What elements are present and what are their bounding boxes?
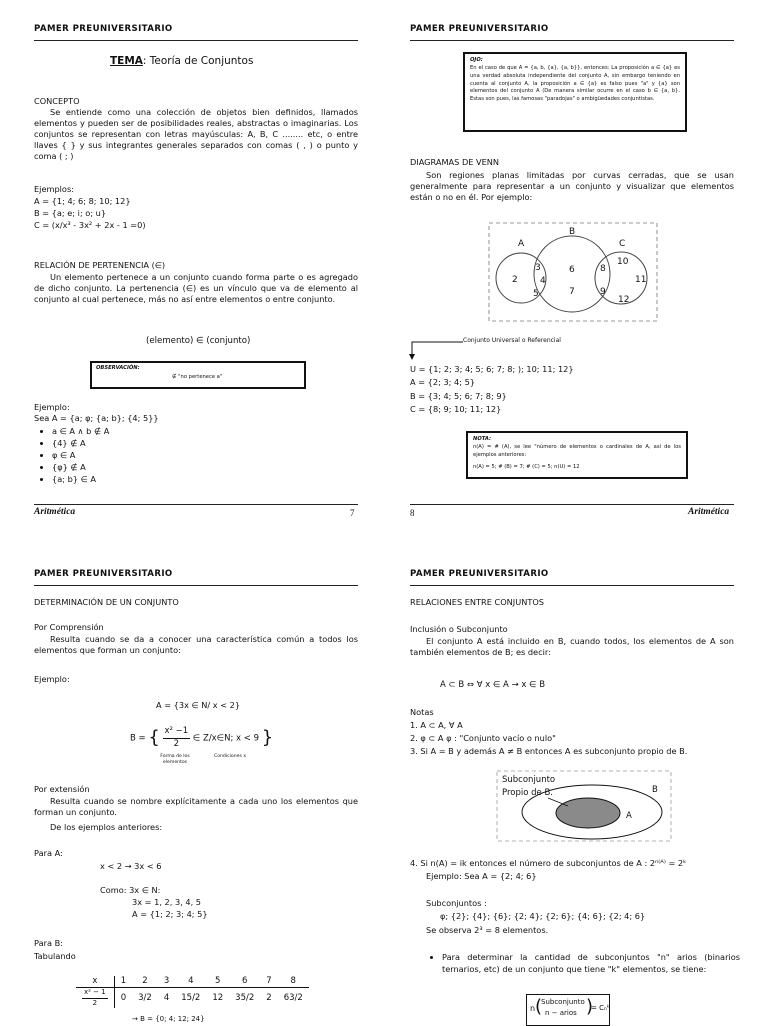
example-a: A = {1; 4; 6; 8; 10; 12} [34,196,131,206]
membership-list [40,426,109,485]
fraction-denominator: 2 [92,998,98,1007]
universal-label: Conjunto Universal o Referencial [463,337,561,344]
table-cell [76,988,114,1008]
list-item: • φ ∈ A [52,450,109,462]
sea-line: Sea A = {a; φ; {a; b}; {4; 5}} [34,413,159,423]
table-cell: x [76,976,114,988]
example-c: C = (x/x³ - 3x² + 2x - 1 =0) [34,220,146,230]
footer-rule [34,504,358,505]
page-number: 7 [350,508,355,518]
title-rest: : Teoría de Conjuntos [142,55,254,67]
table-cell: 3 [163,976,170,986]
fraction-numerator: x² − 1 [82,988,108,998]
para-a-step-3: 3x = 1, 2, 3, 4, 5 [132,897,201,907]
table-cell: 7 [266,976,272,986]
venn-number: 2 [512,275,518,285]
page-header: PAMER PREUNIVERSITARIO [34,569,173,579]
set-u: U = {1; 2; 3; 4; 5; 6; 7; 8; ); 10; 11; 12} [410,364,574,374]
list-item: • {φ} ∉ A [52,462,109,474]
subset-label-a: A [626,811,632,821]
fraction [82,988,108,1008]
page-title [110,54,253,68]
inclusion-heading: Inclusión o Subconjunto [410,624,508,634]
list-item: • {4} ∉ A [52,438,109,450]
fraction-numerator: x² −1 [163,726,191,738]
formula-top: Subconjunto [541,998,585,1006]
nota-1: 1. A ⊂ A, ∀ A [410,720,463,730]
footer-rule [410,504,734,505]
subset-label-line-1: Subconjunto [502,775,556,785]
subset-label-line-2: Propio de B. [502,788,554,798]
venn-number: 3 [535,263,541,273]
formula-bottom: n − arios [545,1009,577,1017]
table-cell: 15/2 [175,988,206,1008]
universal-arrow [408,338,468,362]
venn-text: Son regiones planas limitadas por curvas cerradas, que se usan generalmente para representar a un conjunto y visualizar que elementos están o no en él. Por ejemplo: [410,170,734,203]
venn-label-a: A [518,239,525,249]
concepto-heading: CONCEPTO [34,96,80,106]
header-rule [34,585,358,586]
extension-text: Resulta cuando se nombre explícitamente a cada uno los elementos que forman un conjunto. [34,796,358,818]
venn-label-c: C [619,239,626,249]
venn-number: 5 [533,289,539,299]
formula-box [526,994,610,1026]
observation-text: ∉ "no pertenece a" [172,374,223,380]
right-brace: } [261,727,274,748]
inclusion-formula: A ⊂ B ⇔ ∀ x ∈ A → x ∈ B [440,680,546,690]
extension-text-2: De los ejemplos anteriores: [50,822,163,832]
venn-number: 10 [617,257,629,267]
formula-equals: = Cₙᵏ [591,1004,610,1012]
nota-2: 2. φ ⊂ A φ : "Conjunto vacío o nulo" [410,733,556,743]
table-cell: 6 [242,976,248,986]
header-rule [410,585,734,586]
set-b-prefix: B = [130,733,146,744]
determinacion-heading: DETERMINACIÓN DE UN CONJUNTO [34,597,179,607]
forma-label: Forma de los elementos [160,754,190,765]
concepto-text: Se entiende como una colección de objetos bien definidos, llamados elementos y pueden ser de posibilidades reales, abstractas o imaginarias. Los conjuntos se representan con letras mayúsculas: A, B, C ........ etc, o entre llaves { } y sus integrantes generales separados con comas ( , ) o punto y coma ( ; ) [34,107,358,162]
set-b: B = {3; 4; 5; 6; 7; 8; 9} [410,391,507,401]
para-a-step-4: A = {1; 2; 3; 4; 5} [132,909,208,919]
nota-4: 4. Si n(A) = ik entonces el número de subconjuntos de A : 2ⁿ⁽ᴬ⁾ = 2ᵏ [410,858,687,868]
comprension-text: Resulta cuando se da a conocer una característica común a todos los elementos que forman un conjunto: [34,634,358,656]
inclusion-text: El conjunto A está incluido en B, cuando todos, los elementos de A son también elementos de B; es decir: [410,636,734,658]
nota-line-1: n(A) = # (A), se lee "número de elementos o cardinales de A, así de los ejemplos anteriores: [473,444,681,458]
subset-diagram [496,770,672,842]
venn-number: 9 [600,287,606,297]
tabulation-table [76,976,309,1008]
venn-number: 11 [635,275,647,285]
formula-n: n [530,1004,536,1013]
venn-number: 6 [569,265,575,275]
comprension-heading: Por Comprensión [34,622,104,632]
title-tema: TEMA [110,55,143,67]
venn-number: 8 [600,264,606,274]
table-row [76,988,309,1008]
example-b: B = {a; e; i; o; u} [34,208,107,218]
se-observa: Se observa 2³ = 8 elementos. [426,925,549,935]
table-cell: 35/2 [229,988,260,1008]
table-cell: 8 [290,976,296,986]
set-a: A = {2; 3; 4; 5} [410,377,476,387]
table-cell: 5 [215,976,221,986]
footer-title: Aritmética [34,507,76,517]
arrow-head [409,354,415,360]
footer-title: Aritmética [688,507,730,517]
page-number: 8 [410,508,415,518]
table-cell: 12 [206,988,229,1008]
list-item: • a ∈ A ∧ b ∉ A [52,426,109,438]
extension-heading: Por extensión [34,784,90,794]
set-b-condition: ∈ Z/x∈N; x < 9 [192,733,260,744]
venn-label-b: B [569,227,576,237]
left-brace: { [148,727,160,748]
arrow-line [412,342,463,358]
page-header: PAMER PREUNIVERSITARIO [410,24,549,34]
subset-label-b: B [652,785,658,795]
subconjuntos-heading: Subconjuntos : [426,898,487,908]
relaciones-heading: RELACIONES ENTRE CONJUNTOS [410,597,544,607]
venn-number: 12 [618,295,630,305]
header-rule [34,40,358,41]
table-cell: 63/2 [278,988,309,1008]
observation-box [90,361,306,389]
table-cell: 0 [114,988,132,1008]
subset-count-list [430,952,740,976]
pertenencia-formula: (elemento) ∈ (conjunto) [146,336,251,346]
set-c: C = {8; 9; 10; 11; 12} [410,404,502,414]
formula-paren-left: ( [535,996,543,1017]
ojo-box [463,52,687,132]
fraction-denominator: 2 [173,738,180,749]
subset-set-a [556,798,620,828]
nota-box [466,431,688,479]
ojo-text: En el caso de que A = {a, b, {a}, {a, b}}, entonces: La proposición a ∈ {a} es una verdad absoluta independiente del conjunto A, sin embargo teniendo en cuenta al conjunto A, la proposición a ∈ {a} es falso pues "a" y {a} son elementos del conjunto A (De manera similar ocurre en el caso b ∈ {a, b}. Estas son pues, las famosas "paradojas" o ambigüedades conjuntistas. [470,65,680,103]
pertenencia-text: Un elemento pertenece a un conjunto cuando forma parte o es agregado de dicho conjunto. La pertenencia (∈) es un vínculo que va de elemento al conjunto al cual pertenece, más no así entre elementos o entre conjunto. [34,272,358,305]
ejemplos-heading: Ejemplos: [34,184,74,194]
venn-number: 4 [540,276,546,286]
observation-title: OBSERVACIÓN: [96,365,140,371]
list-item: • {a; b} ∈ A [52,474,109,486]
b-result: → B = {0; 4; 12; 24} [132,1015,205,1023]
fraction [163,726,191,750]
notas-heading: Notas [410,707,434,717]
para-a: Para A: [34,848,63,858]
nota-line-2: n(A) = 5; # (B) = 7; # (C) = 5; n(U) = 12 [473,464,580,470]
nota-3: 3. Si A = B y además A ≠ B entonces A es subconjunto propio de B. [410,746,688,756]
venn-heading: DIAGRAMAS DE VENN [410,157,500,167]
venn-diagram [488,222,658,322]
header-rule [410,40,734,41]
para-a-step-2: Como: 3x ∈ N: [100,885,161,895]
tabulando: Tabulando [34,951,76,961]
set-a-comprehension: A = {3x ∈ N/ x < 2} [156,700,241,710]
table-row [76,976,309,988]
para-b: Para B: [34,938,63,948]
ojo-title: OJO: [470,57,483,63]
nota-4-example: Ejemplo: Sea A = {2; 4; 6} [426,871,537,881]
page-header: PAMER PREUNIVERSITARIO [34,24,173,34]
list-item: • Para determinar la cantidad de subconjuntos "n" arios (binarios ternarios, etc) de un conjunto que tiene "k" elementos, se tiene: [442,952,740,976]
table-cell: 2 [260,988,277,1008]
set-b-comprehension [130,726,273,750]
page-header: PAMER PREUNIVERSITARIO [410,569,549,579]
venn-number: 7 [569,287,575,297]
ejemplo-heading: Ejemplo: [34,674,70,684]
condiciones-label: Condiciones x [214,754,247,759]
table-cell: 4 [188,976,194,986]
table-cell: 4 [158,988,175,1008]
table-cell: 3/2 [132,988,158,1008]
table-cell: 2 [142,976,148,986]
pertenencia-heading: RELACIÓN DE PERTENENCIA (∈) [34,260,166,270]
ejemplo-heading: Ejemplo: [34,402,70,412]
nota-title: NOTA: [473,436,492,442]
para-a-step-1: x < 2 → 3x < 6 [100,861,162,871]
formula-paren-right: ) [586,996,594,1017]
subconjuntos-list: φ; {2}; {4}; {6}; {2; 4}; {2; 6}; {4; 6}; {2; 4; 6} [440,911,646,921]
table-cell: 1 [120,976,127,986]
